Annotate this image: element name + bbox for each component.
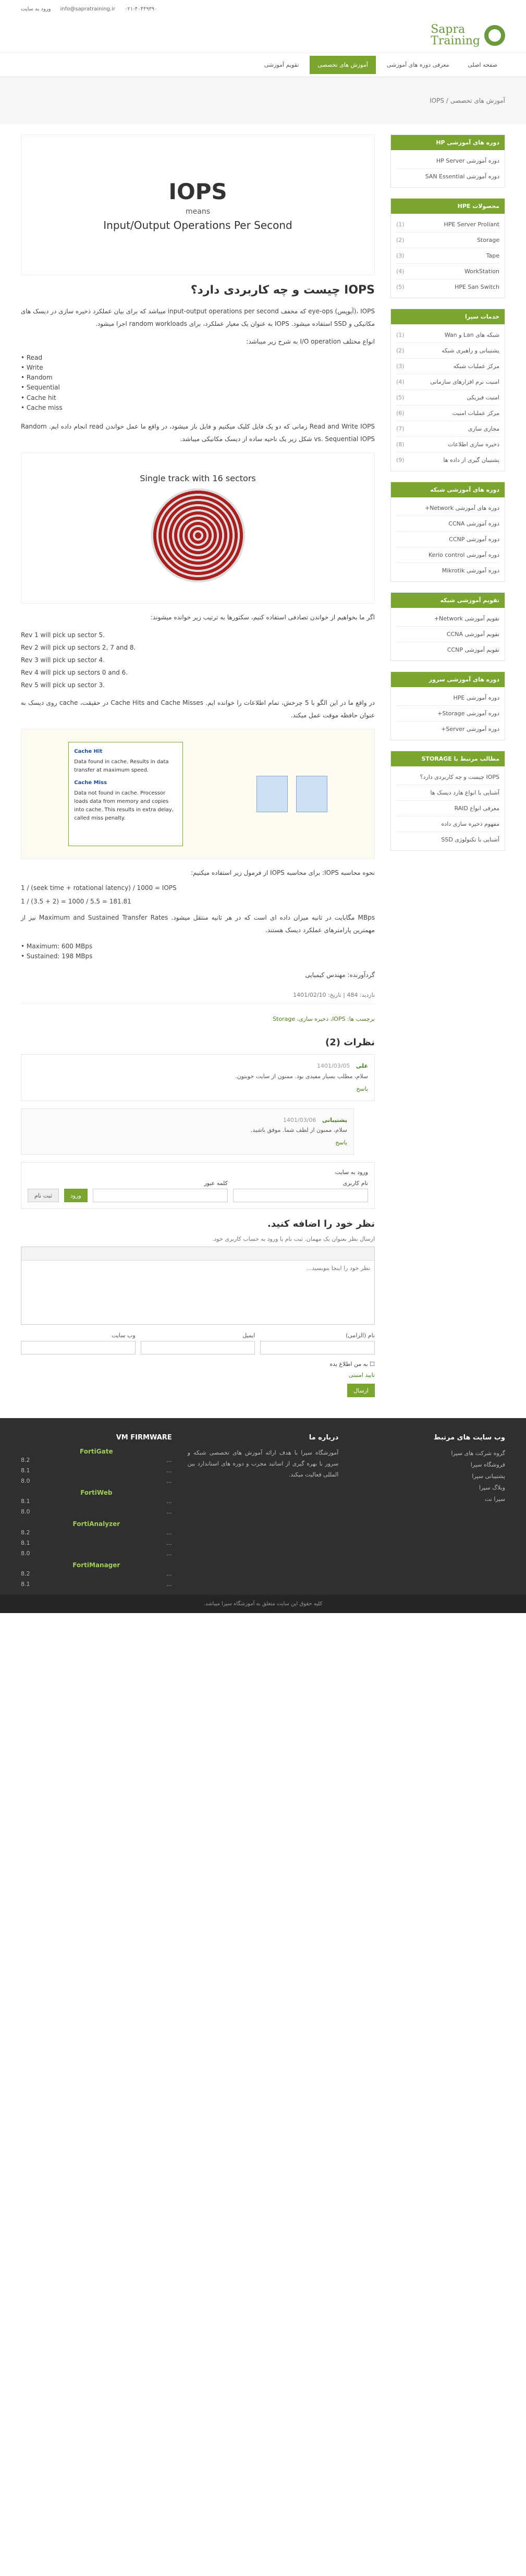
topbar xyxy=(0,0,526,18)
cache-diagram xyxy=(21,729,375,859)
password-input[interactable] xyxy=(93,1189,228,1202)
rate-item: • Sustained: 198 MBps xyxy=(21,951,375,961)
widget-item-count: (6) xyxy=(396,410,405,417)
sidebar-widget xyxy=(390,309,505,471)
widget-item-label: امنیت نرم افزارهای سازمانی xyxy=(430,379,499,385)
widget-item-count: (7) xyxy=(396,425,405,432)
logo-text: Sapra Training xyxy=(431,22,480,47)
sidebar xyxy=(390,124,505,1397)
firmware-name: FortiAnalyzer xyxy=(72,1520,120,1528)
widget-item-label: مجازی سازی xyxy=(468,425,499,432)
rate-item: • Maximum: 600 MBps xyxy=(21,942,375,951)
firmware-row[interactable] xyxy=(21,1496,172,1507)
firmware-version: 8.0 xyxy=(20,1477,30,1484)
widget-item[interactable] xyxy=(396,390,499,406)
post-paragraph: MBps مگابایت در ثانیه میزان داده ای است که در هر ثانیه منتقل میشود. Maximum and Sustained Transfer Rates نیز از مهمترین پارامترهای عملکرد دیسک هستند. xyxy=(21,913,375,934)
widget-item-label: دوره آموزشی CCNP xyxy=(449,536,499,543)
widget-item[interactable] xyxy=(396,547,499,563)
footer xyxy=(0,1418,526,1595)
firmware-link: ... xyxy=(166,1581,172,1588)
nav-calendar[interactable]: تقویم آموزشی xyxy=(264,62,299,68)
formula: 1 / (3.5 + 2) = 1000 / 5.5 = 181.81 xyxy=(21,897,131,905)
widget-item-label: مرکز عملیات امنیت xyxy=(452,410,499,417)
sidebar-widget xyxy=(390,672,505,740)
sidebar-widget xyxy=(390,135,505,188)
comment: علی 1401/03/05 سلام، مطلب بسیار مفیدی بود. ممنون از سایت خوبتون. پاسخ xyxy=(21,1054,375,1101)
widget-item-label: آشنایی با تکنولوژی SSD xyxy=(441,836,499,843)
reply-link[interactable]: پاسخ xyxy=(356,1085,368,1092)
widget-item[interactable] xyxy=(396,421,499,437)
widget-item[interactable] xyxy=(396,563,499,578)
drive-icon xyxy=(256,776,288,812)
register-button[interactable]: ثبت نام xyxy=(28,1189,59,1202)
widget-item-label: تقویم آموزشی CCNA xyxy=(446,631,499,638)
firmware-row[interactable] xyxy=(21,1455,172,1466)
widget-item[interactable] xyxy=(396,279,499,295)
firmware-link: ... xyxy=(166,1508,172,1516)
nav-home[interactable]: صفحه اصلی xyxy=(468,62,497,68)
firmware-row[interactable] xyxy=(21,1569,172,1579)
widget-item-count: (5) xyxy=(396,394,405,401)
widget-list xyxy=(391,324,505,471)
firmware-name: FortiGate xyxy=(80,1448,113,1456)
widget-item[interactable] xyxy=(396,359,499,374)
widget-item[interactable] xyxy=(396,406,499,421)
post-paragraph: در واقع ما در این الگو با 5 چرخش، تمام اطلاعات را خوانده ایم. Cache Hits and Cache Misses در حقیقت، cache روی دیسک به عنوان حافظه موقت عمل میکند. xyxy=(21,699,375,719)
firmware-row[interactable] xyxy=(21,1466,172,1476)
widget-item[interactable] xyxy=(396,217,499,233)
firmware-link: ... xyxy=(166,1477,172,1484)
comments-title: نظرات (2) xyxy=(325,1037,375,1048)
widget-item-count: (3) xyxy=(396,252,405,259)
firmware-link: ... xyxy=(166,1498,172,1505)
logo-mark-icon xyxy=(484,25,505,46)
revolution-line: Rev 5 will pick up sector 3. xyxy=(21,681,105,689)
post-paragraph: نحوه محاسبه IOPS: برای محاسبه IOPS از فرمول زیر استفاده میکنیم: xyxy=(191,869,375,876)
comment-reply: پشتیبانی 1401/03/06 سلام، ممنون از لطف شما. موفق باشید. پاسخ xyxy=(21,1108,354,1155)
widget-item[interactable] xyxy=(396,642,499,657)
firmware-version: 8.2 xyxy=(20,1529,30,1536)
revolution-line: Rev 4 will pick up sectors 0 and 6. xyxy=(21,668,128,676)
firmware-version: 8.1 xyxy=(20,1467,30,1474)
widget-item[interactable] xyxy=(396,611,499,627)
revolution-list xyxy=(21,629,375,691)
firmware-link: ... xyxy=(166,1467,172,1474)
comment-editor xyxy=(21,1247,375,1325)
main-content: IOPS means Input/Output Operations Per Second IOPS چیست و چه کاربردی دارد؟ IOPS ،(آیوپس) eye-ops که مخفف input-output operations per second میباشد که برای بیان عملکرد ذخیره سازی در دیسک های مکانیکی و SSD استفاده میشود. IOPS به عنوان یک معیار عملکرد، برای random workloads اجرا میشود. انواع مختلف I/O operation به شرح زیر میباشد: • Read • Write • Random • Sequential • Cache hit • Cache miss Read and Write IOPS زمانی که دو یک فایل کلیک میکنیم و فایل باز میشود، در واقع ما عمل خواندن read انجام داده ایم. Random vs. Sequential IOPS شکل زیر یک ناحیه ساده از دیسک مکانیکی میباشد. Single track with 16 sectors اگر ما بخواهیم از خواندن تصادفی استفاده کنیم، سکتورها به ترتیب زیر خوانده میشوند: Rev 1 will pick up sector 5. Rev 2 will pick up sectors 2, 7 and 8. Rev 3 will pick up sector 4. Rev 4 will pick up sectors 0 and 6. Rev 5 will pick up sector 3. در واقع ما در این الگو با 5 چرخش، تمام اطلاعات را خوانده ایم. Cache Hits and Cache Misses در حقیقت، cache روی دیسک به عنوان حافظه موقت عمل میکند. Cache Hit Data found in cache. Results in data transfer at maximum speed. Cache Miss Data not found in cache. Processor loads data from memory and copies into cache. This results in extra delay, called miss penalty. نحوه محاسبه IOPS: برای محاسبه IOPS از فرمول زیر استفاده میکنیم: 1 / (seek time + rotational latency) / 1000 = IOPS 1 / (3.5 + 2) = 1000 / 5.5 = 181.81 MBps مگابایت در ثانیه میزان داده ای است که در هر ثانیه منتقل میشود. Maximum and Sustained Transfer Rates نیز از مهمترین پارامترهای عملکرد دیسک هستند. • Maximum: 600 MBps • Sustained: 198 MBps گردآورنده: مهندس کیمیایی بازدید: 484 | تاریخ: 1401/02/10 برچسب ها: IOPS، ذخیره سازی، Storage نظرات (2) علی 1401/03/05 سلام، مطلب بسیار مفیدی بود. ممنون از سایت خوبتون. پاسخ پشتیبانی 1401/03/06 سلام، ممنون از لطف شما. موفق باشید. پاسخ ورود به سایت نام کاربری کلمه عبور ورود ثبت نام نظر خود را اضافه کنید. ارسال نظر بعنوان یک مهمان. ثبت نام یا ورود به حساب کاربری خود. نظر خود را اینجا بنویسید... نام (الزامی) ایمیل وب سایت ☐ به من اطلاع بده تایید امنیتی ارسال xyxy=(21,124,375,1397)
editor-toolbar[interactable] xyxy=(21,1247,374,1261)
widget-item-count: (5) xyxy=(396,284,405,290)
widget-item-label: HPE San Switch xyxy=(455,284,499,290)
widget-item-label: تقویم آموزشی CCNP xyxy=(447,646,499,653)
footer-link[interactable]: سپرا نت xyxy=(484,1496,505,1503)
widget-item-label: دوره آموزشی Server+ xyxy=(441,726,499,732)
widget-item-label: Storage xyxy=(476,237,499,243)
login-button[interactable]: ورود xyxy=(64,1189,88,1202)
revolution-line: Rev 2 will pick up sectors 2, 7 and 8. xyxy=(21,643,136,651)
widget-item-count: (9) xyxy=(396,457,405,463)
widget-item-label: WorkStation xyxy=(464,268,499,275)
widget-item[interactable] xyxy=(396,153,499,169)
widget-title: مطالب مرتبط با STORAGE xyxy=(391,751,505,766)
widget-item[interactable] xyxy=(396,627,499,642)
io-operations-list xyxy=(21,353,375,413)
post-tags[interactable]: برچسب ها: IOPS، ذخیره سازی، Storage xyxy=(273,1016,375,1023)
widget-item-label: دوره آموزشی Mikrotik xyxy=(442,567,499,574)
widget-item-label: دوره آموزشی Kerio control xyxy=(429,552,499,558)
widget-item-count: (4) xyxy=(396,379,405,385)
sidebar-widget xyxy=(390,198,505,298)
widget-item[interactable] xyxy=(396,816,499,832)
firmware-row[interactable] xyxy=(21,1528,172,1538)
footer-links: وب سایت های مرتبط گروه شرکت های سپرا فروشگاه سپرا پشتیبانی سپرا وبلاگ سپرا سپرا نت xyxy=(354,1434,505,1590)
firmware-version: 8.2 xyxy=(20,1457,30,1464)
widget-item[interactable] xyxy=(396,770,499,785)
widget-item[interactable] xyxy=(396,516,499,532)
firmware-version: 8.0 xyxy=(20,1508,30,1516)
sidebar-widget xyxy=(390,592,505,661)
firmware-row[interactable] xyxy=(21,1538,172,1548)
breadcrumb: آموزش های تخصصی / IOPS xyxy=(0,77,526,124)
footer-link[interactable]: گروه شرکت های سپرا xyxy=(451,1450,505,1457)
widget-title: خدمات سپرا xyxy=(391,309,505,324)
widget-item-label: پشتیبانی و راهبری شبکه xyxy=(442,347,499,354)
post-featured-image: IOPS means Input/Output Operations Per Second xyxy=(21,135,375,275)
widget-title: دوره های آموزشی شبکه xyxy=(391,482,505,497)
firmware-version: 8.1 xyxy=(20,1498,30,1505)
widget-item-count: (4) xyxy=(396,268,405,275)
submit-comment-button[interactable]: ارسال xyxy=(347,1384,375,1397)
footer-link[interactable]: وبلاگ سپرا xyxy=(479,1484,505,1492)
footer-about: درباره ما آموزشگاه سپرا با هدف ارائه آموزش های تخصصی شبکه و سرور با بهره گیری از اساتید مجرب و دوره های استاندارد بین المللی فعالیت میکند. xyxy=(187,1434,339,1478)
widget-list xyxy=(391,497,505,581)
widget-list xyxy=(391,687,505,740)
widget-item-label: دوره آموزشی HPE xyxy=(453,694,499,701)
name-input[interactable] xyxy=(260,1341,375,1354)
firmware-link: ... xyxy=(166,1570,172,1578)
comment-form-title: نظر خود را اضافه کنید. xyxy=(267,1218,375,1230)
firmware-link: ... xyxy=(166,1457,172,1464)
widget-item-label: دوره آموزشی Storage+ xyxy=(437,710,499,717)
firmware-name: FortiWeb xyxy=(80,1489,113,1497)
login-box: ورود به سایت نام کاربری کلمه عبور ورود ثبت نام xyxy=(21,1162,375,1209)
widget-title: محصولات HPE xyxy=(391,199,505,214)
widget-item[interactable] xyxy=(396,374,499,390)
firmware-row[interactable] xyxy=(21,1579,172,1590)
firmware-row[interactable] xyxy=(21,1507,172,1517)
io-operation: • Write xyxy=(21,363,375,373)
footer-link[interactable]: پشتیبانی سپرا xyxy=(472,1473,505,1480)
widget-title: دوره های آموزشی HP xyxy=(391,135,505,150)
copyright: کلیه حقوق این سایت متعلق به آموزشگاه سپرا میباشد. xyxy=(0,1595,526,1613)
firmware-version: 8.2 xyxy=(20,1570,30,1578)
widget-item-label: معرفی انواع RAID xyxy=(454,805,499,812)
footer-link[interactable]: فروشگاه سپرا xyxy=(470,1461,505,1469)
widget-item-label: دوره های آموزشی Network+ xyxy=(424,505,499,511)
topbar-login-link[interactable]: ورود به سایت xyxy=(21,6,51,12)
widget-item-count: (1) xyxy=(396,221,405,228)
widget-title: تقویم آموزشی شبکه xyxy=(391,593,505,608)
firmware-version: 8.1 xyxy=(20,1539,30,1546)
reply-link[interactable]: پاسخ xyxy=(335,1139,347,1146)
widget-item-count: (3) xyxy=(396,363,405,370)
firmware-name: FortiManager xyxy=(72,1561,120,1569)
post-meta: بازدید: 484 | تاریخ: 1401/02/10 xyxy=(21,986,375,1004)
revolution-line: Rev 1 will pick up sector 5. xyxy=(21,631,105,639)
drives-illustration xyxy=(256,776,327,812)
rates-list xyxy=(21,942,375,961)
logo[interactable] xyxy=(431,24,505,47)
comment-textarea[interactable] xyxy=(21,1261,374,1324)
firmware-version: 8.0 xyxy=(20,1549,30,1557)
firmware-link: ... xyxy=(166,1549,172,1557)
sector-diagram: Single track with 16 sectors xyxy=(21,453,375,604)
widget-item-label: مفهوم ذخیره سازی داده xyxy=(441,821,499,827)
widget-item[interactable] xyxy=(396,832,499,847)
cache-explain-box: Cache Hit Data found in cache. Results in data transfer at maximum speed. Cache Miss Data not found in cache. Processor loads data from memory and copies into cache. This results in extra delay, called miss penalty. xyxy=(68,742,183,846)
widget-item[interactable] xyxy=(396,264,499,279)
post-paragraph: Read and Write IOPS زمانی که دو یک فایل کلیک میکنیم و فایل باز میشود، در واقع ما عمل خواندن read انجام داده ایم. Random vs. Sequential IOPS شکل زیر یک ناحیه ساده از دیسک مکانیکی میباشد. xyxy=(21,422,375,443)
widget-item[interactable] xyxy=(396,343,499,359)
widget-item-label: مرکز عملیات شبکه xyxy=(453,363,499,370)
notify-checkbox[interactable]: ☐ به من اطلاع بده xyxy=(329,1361,375,1368)
widget-item[interactable] xyxy=(396,532,499,547)
widget-item[interactable] xyxy=(396,690,499,706)
widget-item-label: دوره آموزشی CCNA xyxy=(448,520,499,527)
main-nav xyxy=(0,53,526,77)
captcha-label: تایید امنیتی xyxy=(348,1372,375,1379)
disk-track-icon xyxy=(151,489,245,582)
header xyxy=(0,18,526,53)
firmware-link: ... xyxy=(166,1529,172,1536)
post-title: IOPS چیست و چه کاربردی دارد؟ xyxy=(190,284,375,297)
post-author: گردآورنده: مهندس کیمیایی xyxy=(305,971,375,979)
widget-item-label: امنیت فیزیکی xyxy=(467,394,499,401)
widget-item-label: شبکه های Lan و Wan xyxy=(444,332,499,338)
revolution-line: Rev 3 will pick up sector 4. xyxy=(21,656,105,664)
post-paragraph: اگر ما بخواهیم از خواندن تصادفی استفاده کنیم، سکتورها به ترتیب زیر خوانده میشوند: xyxy=(150,613,375,621)
widget-item-count: (8) xyxy=(396,441,405,448)
widget-item[interactable] xyxy=(396,706,499,722)
widget-item-label: آشنایی با انواع هارد دیسک ها xyxy=(430,789,499,796)
widget-list xyxy=(391,766,505,850)
username-input[interactable] xyxy=(233,1189,368,1202)
widget-item-label: Tape xyxy=(486,252,499,259)
formula: 1 / (seek time + rotational latency) / 1000 = IOPS xyxy=(21,884,177,892)
widget-item-label: دوره آموزشی SAN Essential xyxy=(425,173,499,180)
email-input[interactable] xyxy=(141,1341,255,1354)
firmware-link: ... xyxy=(166,1539,172,1546)
nav-specialized[interactable]: آموزش های تخصصی xyxy=(310,56,376,74)
widget-list xyxy=(391,608,505,661)
nav-courses[interactable]: معرفی دوره های آموزشی xyxy=(386,62,449,68)
drive-icon xyxy=(296,776,327,812)
io-operation: • Read xyxy=(21,353,375,363)
widget-item-label: ذخیره سازی اطلاعات xyxy=(448,441,499,448)
widget-item[interactable] xyxy=(396,453,499,468)
widget-item-label: دوره آموزشی HP Server xyxy=(436,157,499,164)
widget-title: دوره های آموزشی سرور xyxy=(391,672,505,687)
io-operation: • Cache miss xyxy=(21,403,375,413)
widget-item[interactable] xyxy=(396,327,499,343)
io-operation: • Random xyxy=(21,373,375,383)
widget-item[interactable] xyxy=(396,801,499,816)
widget-item[interactable] xyxy=(396,722,499,737)
widget-item[interactable] xyxy=(396,233,499,248)
widget-item-label: IOPS چیست و چه کاربردی دارد؟ xyxy=(420,774,499,780)
firmware-row[interactable] xyxy=(21,1476,172,1486)
firmware-version: 8.1 xyxy=(20,1581,30,1588)
widget-item-label: تقویم آموزشی Network+ xyxy=(434,615,499,622)
widget-item-label: پشتیبان گیری از داده ها xyxy=(443,457,499,463)
io-operation: • Sequential xyxy=(21,383,375,393)
sidebar-widget xyxy=(390,482,505,582)
website-input[interactable] xyxy=(21,1341,136,1354)
widget-item[interactable] xyxy=(396,437,499,453)
widget-item[interactable] xyxy=(396,169,499,184)
topbar-phone: ۰۲۱-۴۰۴۴۹۳۹۰ xyxy=(124,6,157,12)
widget-list xyxy=(391,150,505,187)
firmware-row[interactable] xyxy=(21,1548,172,1559)
widget-item[interactable] xyxy=(396,500,499,516)
widget-item-count: (1) xyxy=(396,332,405,338)
widget-item-count: (2) xyxy=(396,237,405,243)
footer-firmware: VM FIRMWARE FortiGate 8.2 ... 8.1 ... 8.0 ... FortiWeb 8.1 ... 8.0 ... FortiAnalyzer 8.2 ... 8.1 ... 8.0 ... FortiManager 8.2 ... 8.1 ... xyxy=(21,1434,172,1590)
io-operation: • Cache hit xyxy=(21,393,375,403)
topbar-email[interactable]: info@sapratraining.ir xyxy=(60,6,115,12)
post-paragraph: IOPS ،(آیوپس) eye-ops که مخفف input-output operations per second میباشد که برای بیان عملکرد ذخیره سازی در دیسک های مکانیکی و SSD استفاده میشود. IOPS به عنوان یک معیار عملکرد، برای random workloads اجرا میشود. xyxy=(21,307,375,327)
widget-item[interactable] xyxy=(396,248,499,264)
sidebar-widget xyxy=(390,751,505,851)
comment-form-note: ارسال نظر بعنوان یک مهمان. ثبت نام یا ورود به حساب کاربری خود. xyxy=(212,1236,375,1243)
widget-item-label: HPE Server Proliant xyxy=(444,221,499,228)
widget-item[interactable] xyxy=(396,785,499,801)
widget-list xyxy=(391,214,505,298)
widget-item-count: (2) xyxy=(396,347,405,354)
post-paragraph: انواع مختلف I/O operation به شرح زیر میباشد: xyxy=(246,337,375,345)
